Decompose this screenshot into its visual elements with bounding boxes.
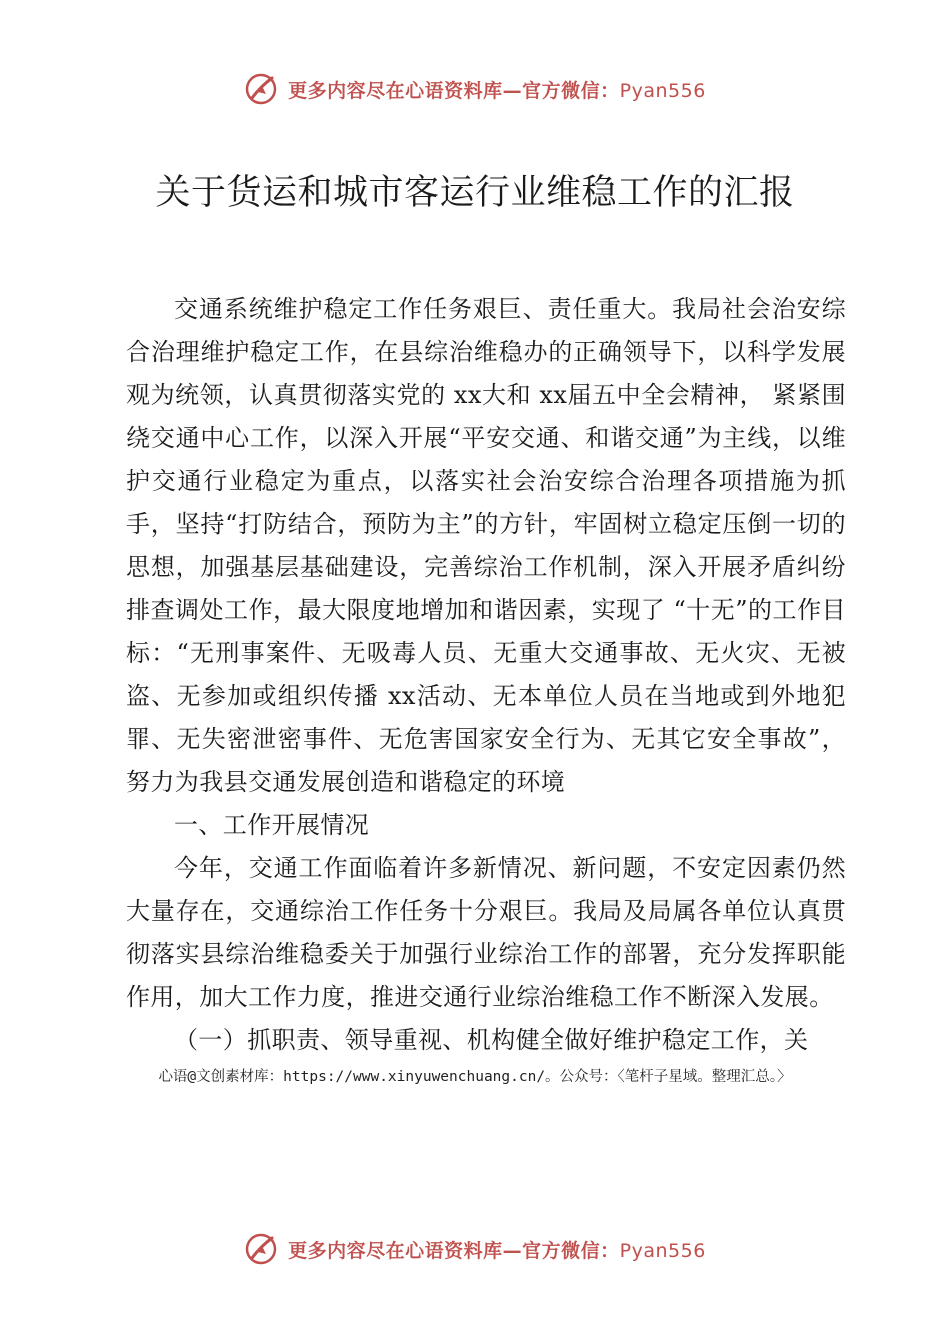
quill-logo-icon (244, 1232, 278, 1266)
watermark-text (288, 76, 706, 103)
section-heading: 一、工作开展情况 (174, 811, 370, 839)
subsection-heading: （一）抓职责、领导重视、机构健全做好维护稳定工作，关 (174, 1026, 809, 1054)
watermark-banner-bottom (0, 1232, 950, 1266)
paragraph-intro: 交通系统维护稳定工作任务艰巨、责任重大。我局社会治安综合治理维护稳定工作，在县综治维稳办的正确领导下，以科学发展观为统领，认真贯彻落实党的 xx大和 xx届五中全会精神， 紧紧围绕交通中心工作，以深入开展“平安交通、和谐交通”为主线，以维护交通行业稳定为重点，以落实社会治安综合治理各项措施为抓手，坚持“打防结合，预防为主”的方针，牢固树立稳定压倒一切的思想，加强基层基础建设，完善综治工作机制，深入开展矛盾纠纷排查调处工作，最大限度地增加和谐因素，实现了 “十无”的工作目标：“无刑事案件、无吸毒人员、无重大交通事故、无火灾、无被盗、无参加或组织传播 xx活动、无本单位人员在当地或到外地犯罪、无失密泄密事件、无危害国家安全行为、无其它安全事故”，努力为我县交通发展创造和谐稳定的环境 (126, 295, 846, 796)
watermark-wechat-id: Pyan556 (619, 79, 706, 102)
paragraph-overview: 今年，交通工作面临着许多新情况、新问题，不安定因素仍然大量存在，交通综治工作任务十分艰巨。我局及局属各单位认真贯彻落实县综治维稳委关于加强行业综治工作的部署，充分发挥职能作用，加大工作力度，推进交通行业综治维稳工作不断深入发展。 (126, 854, 846, 1011)
watermark-wechat-id: Pyan556 (619, 1239, 706, 1262)
document-body (126, 288, 846, 1062)
watermark-label: 更多内容尽在心语资料库—官方微信： (288, 79, 620, 102)
source-footer: 心语@文创素材库：https://www.xinyuwenchuang.cn/。公众号：〈笔杆子星域。整理汇总。〉 (158, 1069, 792, 1085)
watermark-text (288, 1236, 706, 1263)
watermark-banner-top (0, 72, 950, 106)
document-title: 关于货运和城市客运行业维稳工作的汇报 (155, 173, 795, 213)
watermark-label: 更多内容尽在心语资料库—官方微信： (288, 1239, 620, 1262)
quill-logo-icon (244, 72, 278, 106)
